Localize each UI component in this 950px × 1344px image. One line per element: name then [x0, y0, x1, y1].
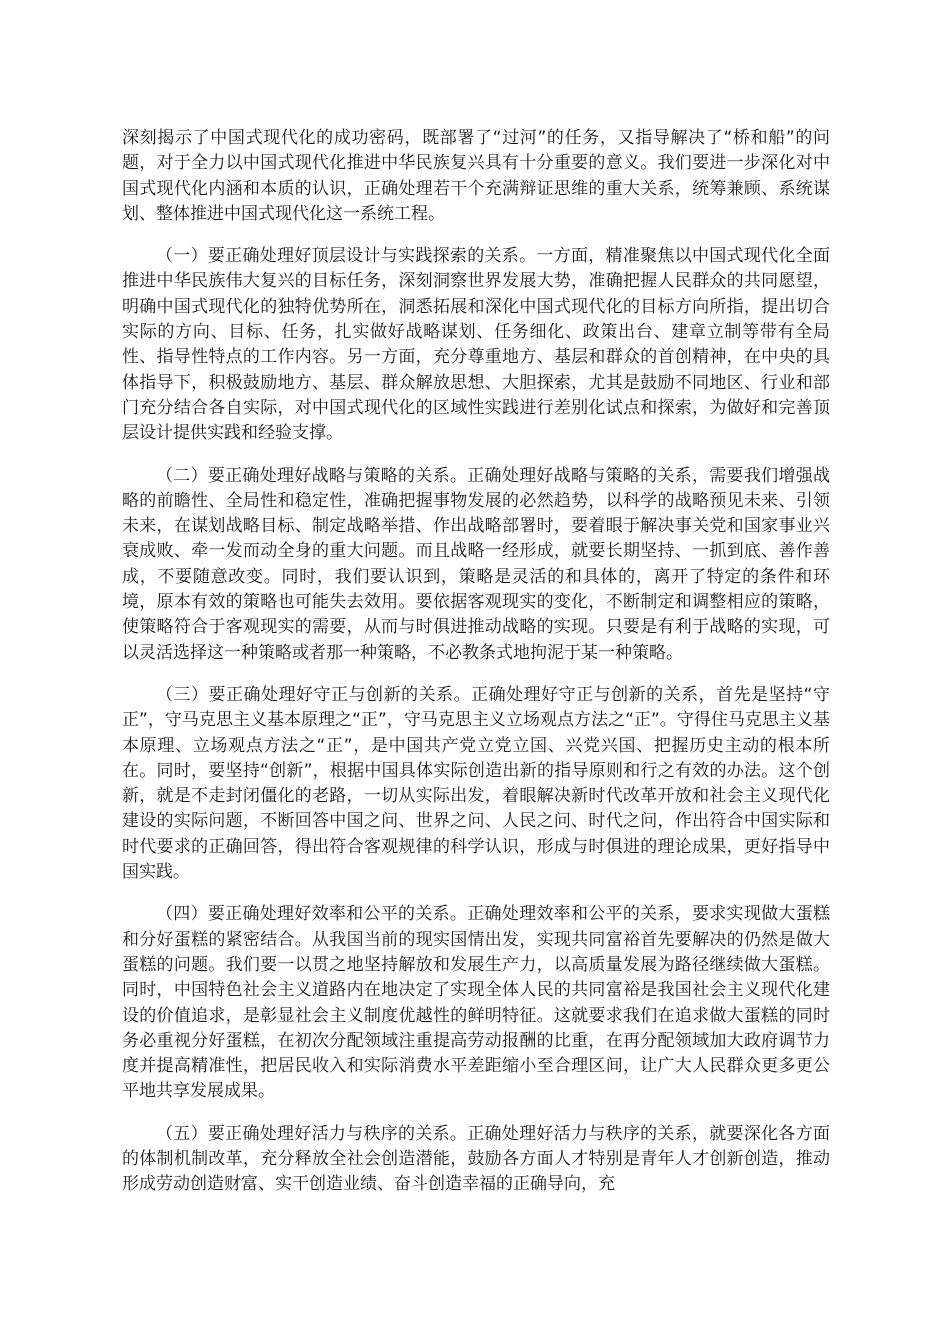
paragraph-section-2: （二）要正确处理好战略与策略的关系。正确处理好战略与策略的关系，需要我们增强战略的前瞻性、全局性和稳定性，准确把握事物发展的必然趋势，以科学的战略预见未来、引领未来，在谋划战略目标、制定战略举措、作出战略部署时，要着眼于解决事关党和国家事业兴衰成败、牵一发而动全身的重大问题。而且战略一经形成，就要长期坚持、一抓到底、善作善成，不要随意改变。同时，我们要认识到，策略是灵活的和具体的，离开了特定的条件和环境，原本有效的策略也可能失去效用。要依据客观现实的变化，不断制定和调整相应的策略，使策略符合于客观现实的需要，从而与时俱进推动战略的实现。只要是有利于战略的实现，可以灵活选择这一种策略或者那一种策略，不必教条式地拘泥于某一种策略。	[122, 465, 830, 663]
paragraph-section-3: （三）要正确处理好守正与创新的关系。正确处理好守正与创新的关系，首先是坚持“守正”，守马克思主义基本原理之“正”，守马克思主义立场观点方法之“正”。守得住马克思主义基本原理、立场观点方法之“正”，是中国共产党立党立国、兴党兴国、把握历史主动的根本所在。同时，要坚持“创新”，根据中国具体实际创造出新的指导原则和行之有效的办法。这个创新，就是不走封闭僵化的老路，一切从实际出发，着眼解决新时代改革开放和社会主义现代化建设的实际问题，不断回答中国之问、世界之问、人民之问、时代之问，作出符合中国实际和时代要求的正确回答，得出符合客观规律的科学认识，形成与时俱进的理论成果，更好指导中国实践。	[122, 684, 830, 883]
document-page	[122, 126, 830, 1215]
paragraph-section-4: （四）要正确处理好效率和公平的关系。正确处理效率和公平的关系，要求实现做大蛋糕和分好蛋糕的紧密结合。从我国当前的现实国情出发，实现共同富裕首先要解决的仍然是做大蛋糕的问题。我们要一以贯之地坚持解放和发展生产力，以高质量发展为路径继续做大蛋糕。同时，中国特色社会主义道路内在地决定了实现全体人民的共同富裕是我国社会主义现代化建设的价值追求，是彰显社会主义制度优越性的鲜明特征。这就要求我们在追求做大蛋糕的同时务必重视分好蛋糕，在初次分配领域注重提高劳动报酬的比重，在再分配领域加大政府调节力度并提高精准性，把居民收入和实际消费水平差距缩小至合理区间，让广大人民群众更多更公平地共享发展成果。	[122, 904, 830, 1102]
paragraph-section-1: （一）要正确处理好顶层设计与实践探索的关系。一方面，精准聚焦以中国式现代化全面推进中华民族伟大复兴的目标任务，深刻洞察世界发展大势，准确把握人民群众的共同愿望，明确中国式现代化的独特优势所在，洞悉拓展和深化中国式现代化的目标方向所指，提出切合实际的方向、目标、任务，扎实做好战略谋划、任务细化、政策出台、建章立制等带有全局性、指导性特点的工作内容。另一方面，充分尊重地方、基层和群众的首创精神，在中央的具体指导下，积极鼓励地方、基层、群众解放思想、大胆探索，尤其是鼓励不同地区、行业和部门充分结合各自实际，对中国式现代化的区域性实践进行差别化试点和探索，为做好和完善顶层设计提供实践和经验支撑。	[122, 246, 830, 444]
paragraph-intro: 深刻揭示了中国式现代化的成功密码，既部署了“过河”的任务，又指导解决了“桥和船”的问题，对于全力以中国式现代化推进中华民族复兴具有十分重要的意义。我们要进一步深化对中国式现代化内涵和本质的认识，正确处理若干个充满辩证思维的重大关系，统筹兼顾、系统谋划、整体推进中国式现代化这一系统工程。	[122, 128, 830, 224]
paragraph-section-5: （五）要正确处理好活力与秩序的关系。正确处理好活力与秩序的关系，就要深化各方面的体制机制改革，充分释放全社会创造潜能，鼓励各方面人才特别是青年人才创新创造，推动形成劳动创造财富、实干创造业绩、奋斗创造幸福的正确导向，充	[122, 1123, 830, 1195]
